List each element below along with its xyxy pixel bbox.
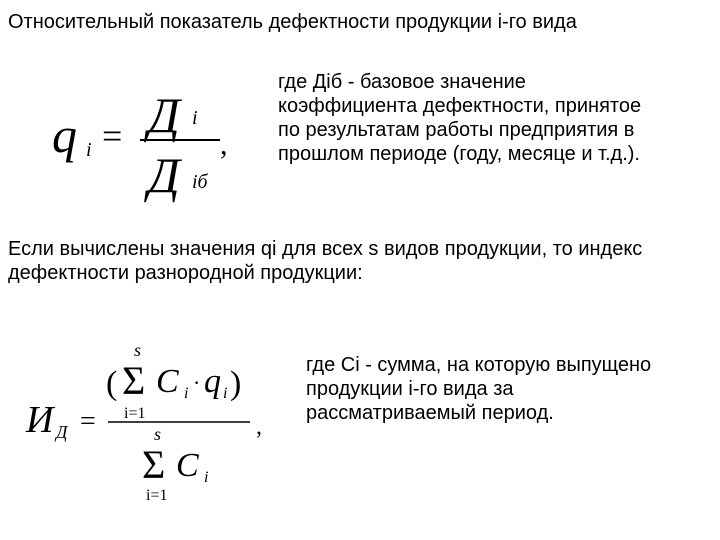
comma: , bbox=[220, 128, 228, 161]
dot-operator: · bbox=[193, 370, 201, 395]
heterogeneous-defect-index-formula bbox=[26, 340, 286, 510]
comma-2: , bbox=[256, 414, 262, 440]
c-subscript-num: i bbox=[184, 385, 189, 402]
paragraph-defect-index: Если вычислены значения qi для всех s видов продукции, то индекс дефектности разнородной продукции: bbox=[8, 238, 643, 284]
sum-lower-limit-den: i=1 bbox=[146, 487, 168, 504]
open-paren: ( bbox=[106, 365, 118, 402]
equals-sign-2: = bbox=[80, 406, 96, 437]
denominator-subscript: iб bbox=[192, 171, 208, 193]
c-symbol-den: C bbox=[176, 447, 199, 484]
q-subscript: i bbox=[86, 139, 92, 161]
defect-index-formula bbox=[40, 70, 260, 210]
sigma-num: Σ bbox=[122, 358, 146, 403]
equals-sign: = bbox=[102, 116, 123, 156]
denominator-symbol: Д bbox=[148, 147, 180, 203]
lhs-subscript: Д bbox=[56, 422, 68, 442]
note-base-defect-coefficient: где Діб - базовое значение коэффициента дефектности, принятое по результатам работы предприятия в прошлом периоде (году, месяце и т.д.). bbox=[278, 71, 642, 165]
sum-lower-limit-num: i=1 bbox=[124, 405, 146, 422]
q-symbol: q bbox=[52, 107, 77, 163]
sigma-den: Σ bbox=[142, 442, 166, 487]
lhs-symbol: И bbox=[26, 399, 54, 441]
sum-upper-limit-num: s bbox=[134, 340, 142, 360]
numerator-subscript: i bbox=[192, 107, 198, 129]
q-subscript-num: i bbox=[223, 385, 228, 402]
note-production-sum: где Ci - сумма, на которую выпущено продукции i-го вида за рассматриваемый период. bbox=[306, 354, 652, 424]
q-symbol-num: q bbox=[204, 363, 221, 400]
numerator-symbol: Д bbox=[148, 87, 180, 143]
close-paren: ) bbox=[230, 365, 242, 402]
c-symbol-num: C bbox=[156, 363, 179, 400]
slide-title: Относительный показатель дефектности продукции i-го вида bbox=[8, 11, 577, 33]
sum-upper-limit-den: s bbox=[154, 424, 162, 444]
c-subscript-den: i bbox=[204, 469, 209, 486]
